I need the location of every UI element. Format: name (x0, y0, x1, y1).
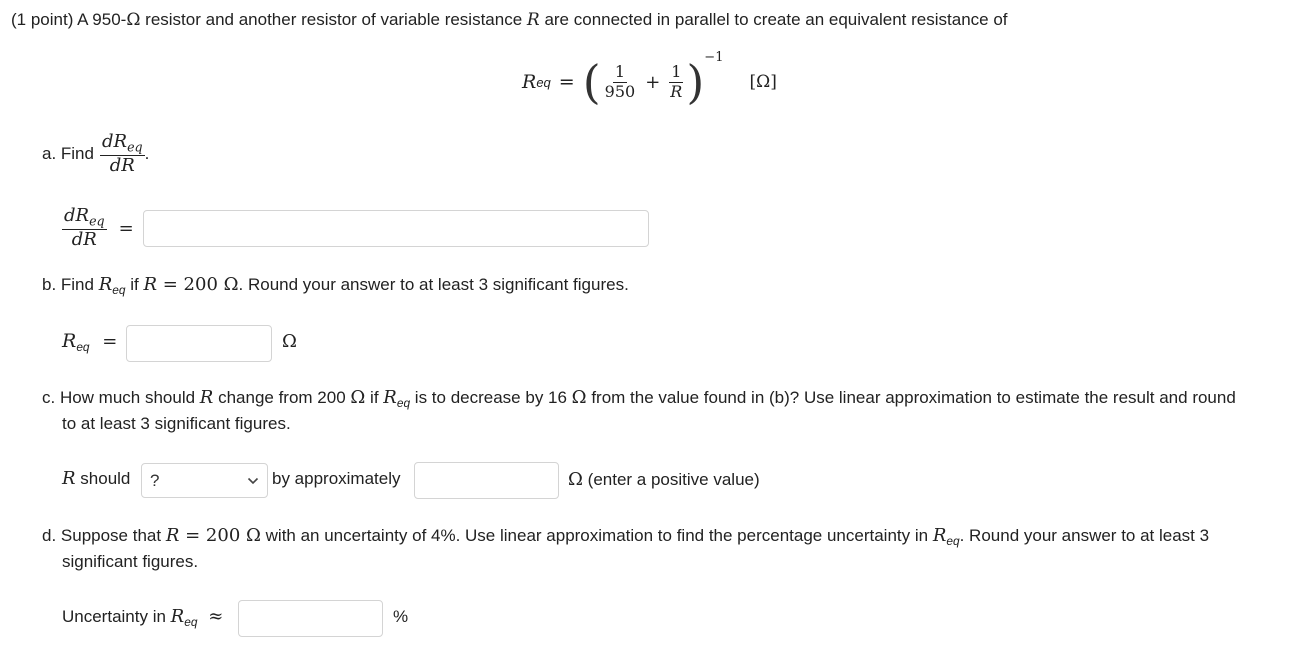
part-d-question: d. Suppose that R = 200 Ω with an uncertainty of 4%. Use linear approximation to find the percentage uncertainty in $R_{eq}$. Round your answer to at least 3 (42, 525, 1210, 549)
fraction-one-over-R: $\frac{1}{R}$ (670, 62, 683, 101)
part-c-answer-label: R should (62, 468, 131, 489)
chevron-down-icon (247, 477, 259, 485)
part-d-question-line2: significant figures. (62, 552, 199, 571)
r-change-input[interactable] (414, 462, 559, 499)
derivative-answer-input[interactable] (143, 210, 649, 247)
points-label: (1 point) (11, 10, 74, 29)
problem-intro: (1 point) A 950-Ω resistor and another resistor of variable resistance R are connected in parallel to create an equivalent resistance of (11, 10, 1008, 30)
unit-label: [Ω] (749, 72, 777, 92)
uncertainty-input[interactable] (238, 600, 383, 637)
part-c-question-line2: to at least 3 significant figures. (62, 414, 291, 433)
part-d-answer-label: Uncertainty in $R_{eq}$ ≈ (62, 606, 224, 630)
percent-unit-label: % (393, 607, 409, 626)
ohm-unit-label: Ω (282, 331, 297, 352)
part-b-answer-label: $R_{eq}$ = (62, 330, 118, 355)
part-c-question: c. How much should R change from 200 Ω if $R_{eq}$ is to decrease by 16 Ω from the value found in (b)? Use linear approximation to estimate the result and round (42, 387, 1236, 411)
derivative-fraction: $\frac{dR_{eq}}{dR}$ (101, 130, 143, 176)
part-c-unit-label: Ω (enter a positive value) (568, 469, 760, 490)
derivative-fraction: $\frac{dR_{eq}}{dR}$ (64, 204, 105, 250)
direction-select[interactable] (141, 463, 268, 498)
by-approximately-label: by approximately (272, 469, 401, 488)
select-value: ? (150, 470, 160, 490)
part-b-question: b. Find $R_{eq}$ if R = 200 Ω. Round your answer to at least 3 significant figures. (42, 274, 629, 298)
part-a-question: a. Find $\frac{dR_{eq}}{dR}$ . (42, 130, 150, 176)
part-a-answer-row: $\frac{dR_{eq}}{dR}$ = (64, 204, 134, 250)
equivalent-resistance-equation: R eq = ( $\frac{1}{950}$ + $\frac{1}{R}$ ) −1 [Ω] (522, 50, 777, 109)
fraction-one-over-950: $\frac{1}{950}$ (604, 62, 636, 101)
req-answer-input[interactable] (126, 325, 272, 362)
